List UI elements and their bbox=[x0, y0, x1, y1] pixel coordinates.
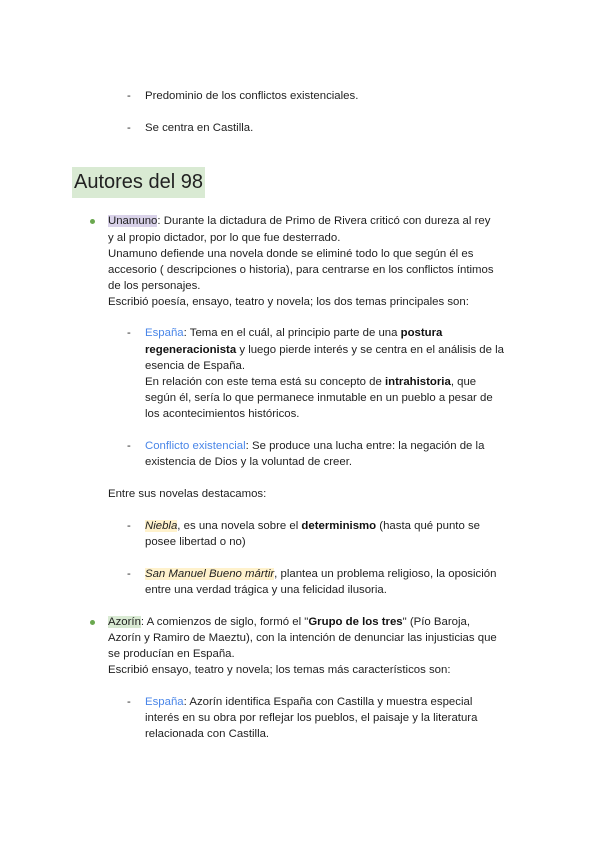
niebla-line-1: Niebla, es una novela sobre el determinismo (hasta qué punto se bbox=[145, 520, 480, 532]
azorin-espana-line-3: relacionada con Castilla. bbox=[145, 728, 270, 740]
conflicto-line-1: Conflicto existencial: Se produce una lucha entre: la negación de la bbox=[145, 440, 485, 452]
azorin-name: Azorín bbox=[108, 616, 141, 628]
list-dash: - bbox=[127, 520, 131, 532]
azorin-espana-term: España bbox=[145, 696, 184, 708]
bullet-icon bbox=[90, 219, 95, 224]
azorin-espana-line-2: interés en su obra por reflejar los pueblos, el paisaje y la literatura bbox=[145, 712, 478, 724]
espana-line-4: En relación con este tema está su concepto de intrahistoria, que bbox=[145, 376, 477, 388]
azorin-line-4: Escribió ensayo, teatro y novela; los temas más característicos son: bbox=[108, 664, 451, 676]
list-dash: - bbox=[127, 440, 131, 452]
unamuno-line-2: y al propio dictador, por lo que fue desterrado. bbox=[108, 232, 341, 244]
azorin-line-1: Azorín: A comienzos de siglo, formó el "Grupo de los tres" (Pío Baroja, bbox=[108, 616, 470, 628]
azorin-line-3: se producían en España. bbox=[108, 648, 235, 660]
conflicto-line-2: existencia de Dios y la voluntad de creer. bbox=[145, 456, 353, 468]
niebla-title: Niebla bbox=[145, 520, 178, 532]
bullet-icon bbox=[90, 620, 95, 625]
list-item: Se centra en Castilla. bbox=[145, 122, 254, 134]
list-dash: - bbox=[127, 327, 131, 339]
list-dash: - bbox=[127, 122, 131, 134]
espana-term: España bbox=[145, 327, 184, 339]
list-dash: - bbox=[127, 696, 131, 708]
espana-line-1: España: Tema en el cuál, al principio parte de una postura bbox=[145, 327, 443, 339]
niebla-line-2: posee libertad o no) bbox=[145, 536, 246, 548]
unamuno-line-4: accesorio ( descripciones o historia), para centrarse en los conflictos íntimos bbox=[108, 264, 494, 276]
unamuno-line-1: Unamuno: Durante la dictadura de Primo de Rivera criticó con dureza al rey bbox=[108, 215, 491, 227]
azorin-line-2: Azorín y Ramiro de Maeztu), con la intención de denunciar las injusticias que bbox=[108, 632, 497, 644]
list-item: Predominio de los conflictos existenciales. bbox=[145, 90, 359, 102]
espana-line-2: regeneracionista y luego pierde interés y se centra en el análisis de la bbox=[145, 344, 505, 356]
espana-line-3: esencia de España. bbox=[145, 360, 246, 372]
sanmanuel-line-2: entre una verdad trágica y una felicidad ilusoria. bbox=[145, 584, 387, 596]
unamuno-name: Unamuno bbox=[108, 215, 158, 227]
novelas-intro: Entre sus novelas destacamos: bbox=[108, 488, 267, 500]
conflicto-term: Conflicto existencial bbox=[145, 440, 246, 452]
unamuno-line-5: de los personajes. bbox=[108, 280, 201, 292]
sanmanuel-line-1: San Manuel Bueno mártir, plantea un problema religioso, la oposición bbox=[145, 568, 497, 580]
list-dash: - bbox=[127, 568, 131, 580]
list-dash: - bbox=[127, 90, 131, 102]
espana-line-5: según él, sería lo que permanece inmutable en un pueblo a pesar de bbox=[145, 392, 493, 404]
unamuno-line-3: Unamuno defiende una novela donde se eliminé todo lo que según él es bbox=[108, 248, 474, 260]
unamuno-line-6: Escribió poesía, ensayo, teatro y novela; los dos temas principales son: bbox=[108, 296, 469, 308]
sanmanuel-title: San Manuel Bueno mártir bbox=[145, 568, 275, 580]
azorin-espana-line-1: España: Azorín identifica España con Castilla y muestra especial bbox=[145, 696, 473, 708]
espana-line-6: los acontecimientos históricos. bbox=[145, 408, 300, 420]
section-heading: Autores del 98 bbox=[72, 167, 205, 198]
